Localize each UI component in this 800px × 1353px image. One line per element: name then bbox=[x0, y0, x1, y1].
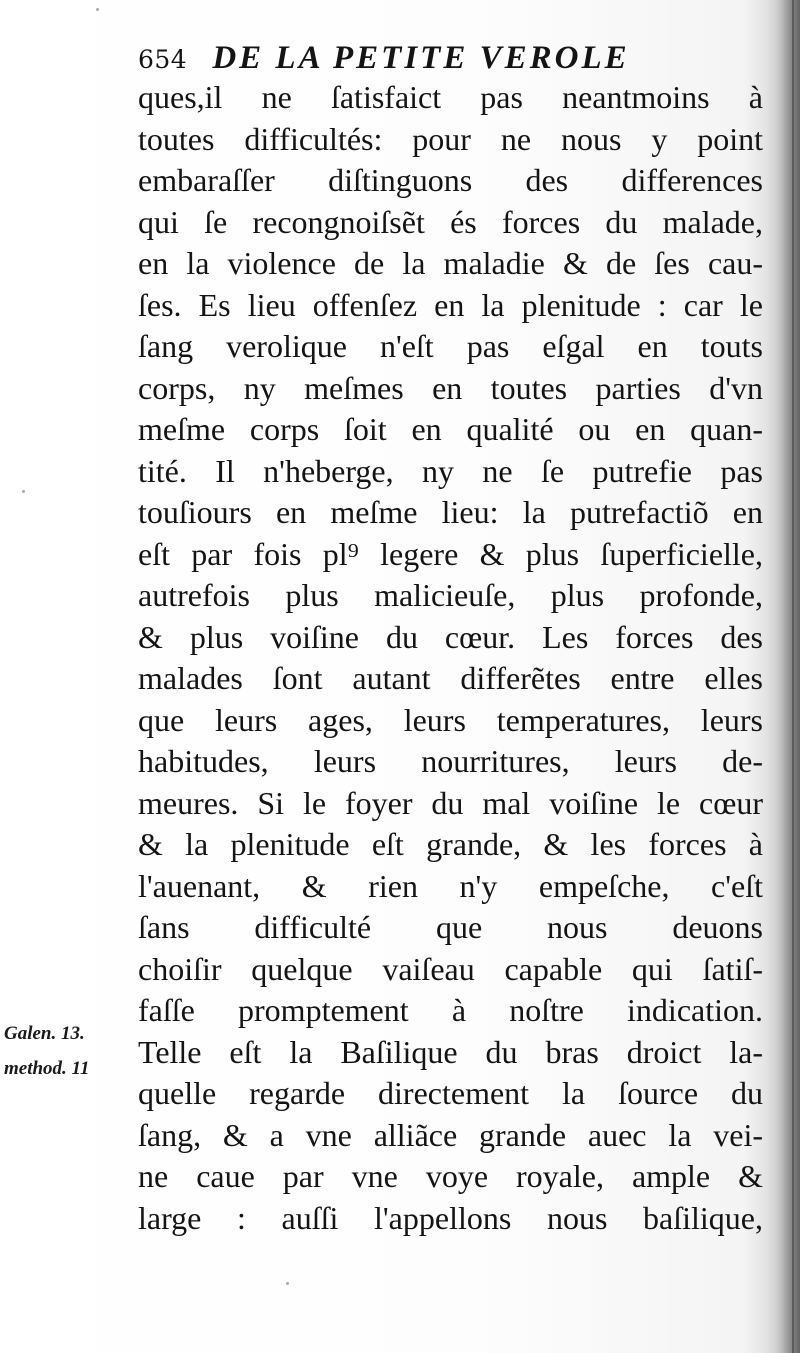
margin-note-reference: method. 11 bbox=[4, 1058, 90, 1079]
text-line: ſans difficulté que nous deuons bbox=[138, 909, 763, 945]
text-line: que leurs ages, leurs temperatures, leurs bbox=[138, 701, 763, 738]
text-line: meſme corps ſoit en qualité ou en quan- bbox=[138, 411, 763, 447]
text-line: quelle regarde directement la ſource du bbox=[138, 1075, 763, 1111]
text-line: malades ſont autant differẽtes entre elles bbox=[138, 660, 763, 696]
page-edge bbox=[792, 0, 794, 1353]
text-line: choiſir quelque vaiſeau capable qui ſatiſ- bbox=[138, 950, 763, 987]
text-line: eſt par fois pl⁹ legere & plus ſuperficielle, bbox=[138, 535, 763, 572]
text-line: large : auſſi l'appellons nous baſilique, bbox=[138, 1199, 763, 1236]
text-line: embaraſſer diſtinguons des differences bbox=[138, 162, 763, 198]
ink-speck bbox=[286, 1282, 289, 1285]
text-line: ne caue par vne voye royale, ample & bbox=[138, 1158, 763, 1194]
page-number: 654 bbox=[138, 45, 188, 74]
binding-shadow bbox=[766, 0, 800, 1353]
text-line: habitudes, leurs nourritures, leurs de- bbox=[138, 743, 763, 779]
text-line: Telle eſt la Baſilique du bras droict la- bbox=[138, 1033, 763, 1070]
text-line: tité. Il n'heberge, ny ne ſe putrefie pas bbox=[138, 452, 763, 489]
text-line: touſiours en meſme lieu: la putrefactiõ en bbox=[138, 494, 763, 530]
text-line: qui ſe recongnoiſsẽt és forces du malade, bbox=[138, 203, 763, 240]
text-line: corps, ny meſmes en toutes parties d'vn bbox=[138, 369, 763, 406]
ink-speck bbox=[22, 490, 25, 493]
body-text bbox=[138, 77, 763, 1239]
text-line: ſang verolique n'eſt pas eſgal en touts bbox=[138, 328, 763, 364]
margin-note-reference: Galen. 13. bbox=[4, 1023, 85, 1044]
text-line: en la violence de la maladie & de ſes cau- bbox=[138, 245, 763, 281]
text-line: meures. Si le foyer du mal voiſine le cœur bbox=[138, 784, 763, 821]
text-line: faſſe promptement à noſtre indication. bbox=[138, 992, 763, 1028]
text-line: autrefois plus malicieuſe, plus profonde, bbox=[138, 577, 763, 613]
text-line: ſes. Es lieu offenſez en la plenitude : car le bbox=[138, 286, 763, 323]
text-line: & la plenitude eſt grande, & les forces à bbox=[138, 826, 763, 862]
ink-speck bbox=[96, 8, 99, 11]
text-line: ſang, & a vne alliãce grande auec la vei- bbox=[138, 1116, 763, 1153]
running-title: DE LA PETITE VEROLE bbox=[212, 40, 630, 76]
text-line: ques,il ne ſatisfaict pas neantmoins à bbox=[138, 79, 763, 115]
text-line: & plus voiſine du cœur. Les forces des bbox=[138, 618, 763, 655]
text-line: toutes difficultés: pour ne nous y point bbox=[138, 120, 763, 157]
text-line: l'auenant, & rien n'y empeſche, c'eſt bbox=[138, 867, 763, 904]
